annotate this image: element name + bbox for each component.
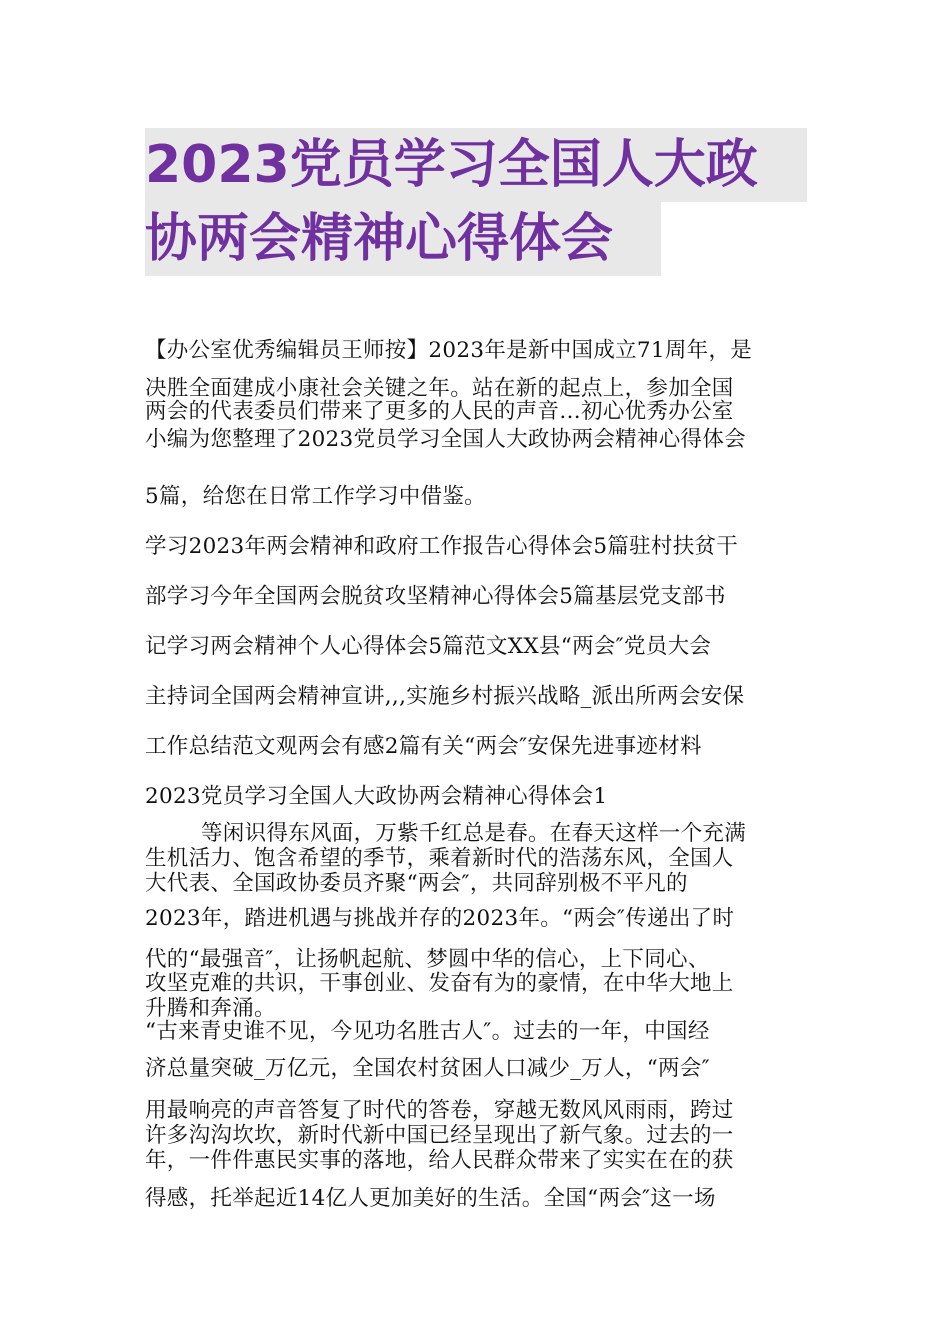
body-line: 2023党员学习全国人大政协两会精神心得体会1 xyxy=(145,784,608,809)
body-line: “古来青史谁不见，今见功名胜古人″。过去的一年，中国经 xyxy=(145,1019,710,1044)
body-line: 【办公室优秀编辑员王师按】2023年是新中国成立71周年，是 xyxy=(145,338,753,363)
body-line: 主持词全国两会精神宣讲,,,实施乡村振兴战略_派出所两会安保 xyxy=(145,684,745,709)
title-line: 协两会精神心得体会 xyxy=(145,202,661,276)
body-line: 小编为您整理了2023党员学习全国人大政协两会精神心得体会 xyxy=(145,427,746,452)
title-line: 2023党员学习全国人大政 xyxy=(145,128,807,202)
body-line: 部学习今年全国两会脱贫攻坚精神心得体会5篇基层党支部书 xyxy=(145,584,726,609)
body-line: 许多沟沟坎坎，新时代新中国已经呈现出了新气象。过去的一 xyxy=(145,1123,734,1148)
body-line: 两会的代表委员们带来了更多的人民的声音…初心优秀办公室 xyxy=(145,399,734,424)
document-title xyxy=(145,128,815,276)
body-line: 等闲识得东风面，万紫千红总是春。在春天这样一个充满 xyxy=(201,821,747,846)
body-line: 学习2023年两会精神和政府工作报告心得体会5篇驻村扶贫干 xyxy=(145,534,739,559)
body-line: 用最响亮的声音答复了时代的答卷，穿越无数风风雨雨，跨过 xyxy=(145,1098,734,1123)
body-line: 济总量突破_万亿元，全国农村贫困人口减少_万人，“两会″ xyxy=(145,1056,710,1081)
body-line: 大代表、全国政协委员齐聚“两会″，共同辞别极不平凡的 xyxy=(145,871,688,896)
body-line: 生机活力、饱含希望的季节，乘着新时代的浩荡东风，全国人 xyxy=(145,846,734,871)
body-line: 升腾和奔涌。 xyxy=(145,996,276,1021)
body-line: 攻坚克难的共识，干事创业、发奋有为的豪情，在中华大地上 xyxy=(145,971,734,996)
body-line: 2023年，踏进机遇与挑战并存的2023年。“两会″传递出了时 xyxy=(145,906,735,931)
body-line: 年，一件件惠民实事的落地，给人民群众带来了实实在在的获 xyxy=(145,1148,734,1173)
body-line: 代的“最强音″，让扬帆起航、梦圆中华的信心，上下同心、 xyxy=(145,947,710,972)
body-line: 得感，托举起近14亿人更加美好的生活。全国“两会″这一场 xyxy=(145,1186,716,1211)
body-line: 工作总结范文观两会有感2篇有关“两会″安保先进事迹材料 xyxy=(145,734,702,759)
body-line: 5篇，给您在日常工作学习中借鉴。 xyxy=(145,484,486,509)
body-line: 决胜全面建成小康社会关键之年。站在新的起点上，参加全国 xyxy=(145,376,734,401)
body-line: 记学习两会精神个人心得体会5篇范文XX县“两会″党员大会 xyxy=(145,634,712,659)
